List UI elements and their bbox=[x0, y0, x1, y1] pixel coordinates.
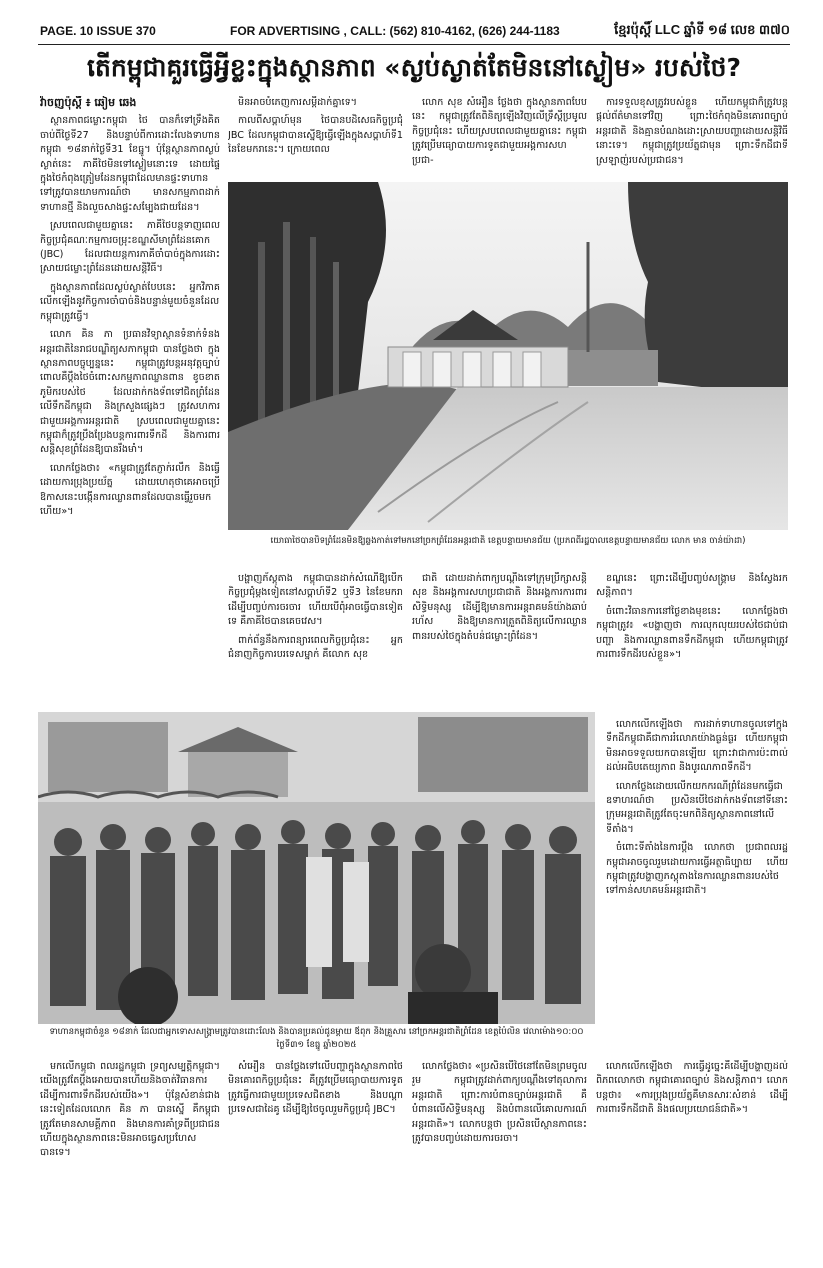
photo2-caption: ទាហានកម្ពុជាចំនួន ១៨នាក់ ដែលជាអ្នកទោសសង្គ្រាមត្រូវបានដោះលែង និងបានប្រគល់ជូនម្តាយ ឪពុក និងគ្រួសារ នៅច្រកអន្តរជាតិព្រំដែន ខេត្តប៉ៃលិន វេលាម៉ោង១០:០០ ថ្ងៃទី៣១ ខែធ្នូ ឆ្នាំ២០២៥ bbox=[49, 1027, 584, 1050]
paragraph: ស្របពេលជាមួយគ្នានេះ ភាគីថៃបន្តទាញពេលកិច្ចប្រជុំគណៈកម្មការចម្រុះខណ្ឌសីមាព្រំដែនគោក (JBC) ដែលជាយន្តការភាគីចាំបាច់ក្នុងការដោះស្រាយជម្លោះព្រំដែនដោយសន្តិវិធី។ bbox=[40, 220, 220, 275]
photo1-caption: យោធាថៃបានបិទព្រំដែនមិនឱ្យឆ្លងកាត់ទៅមកនៅច្រកព្រំដែនអន្តរជាតិ ខេត្តបន្ទាយមានជ័យ (ប្រភពពីរដ្ឋបាលខេត្តបន្ទាយមានជ័យ លោក មាន ចាន់យ៉ាដា) bbox=[270, 536, 746, 546]
article-column-4-mid bbox=[596, 572, 788, 712]
paragraph: លោក សុខ សំអឿន ថ្លែងថា ក្នុងស្ថានភាពបែបនេះ កម្ពុជាត្រូវតែពិនិត្យឡើងវិញលើទ្រឹស្តីប្រមូលកិច្ចប្រជុំនេះ ហើយស្របពេលជាមួយគ្នានេះ កម្ពុជាត្រូវប្រើមធ្យោបាយការទូតជាមួយអង្គការសហប្រជា- bbox=[412, 97, 587, 166]
byline: វ៉ាចញប៉ុស្តិ៍ ៖ ឆៀម ឆេង bbox=[40, 96, 137, 109]
checkpoint-image bbox=[228, 182, 788, 530]
article-title: តើកម្ពុជាគួរធ្វើអ្វីខ្លះក្នុងស្ថានភាព «ស្ងប់ស្ងាត់តែមិននៅស្ងៀម» របស់ថៃ? bbox=[87, 53, 741, 82]
article-column-4-top bbox=[596, 96, 788, 176]
advertising-contact: FOR ADVERTISING , CALL: (562) 810-4162, (626) 244-1183 bbox=[230, 24, 560, 38]
article-column-2-bottom bbox=[228, 1060, 403, 1228]
paragraph: ក្នុងស្ថានភាពដែលស្ងប់ស្ងាត់បែបនេះ អ្នកវិភាគលើកឡើងនូវកិច្ចការចាំបាច់និងបន្ទាន់មួយចំនួនដែលកម្ពុជាត្រូវធ្វើ។ bbox=[40, 281, 220, 322]
article-column-2-mid bbox=[228, 572, 403, 698]
paragraph: មិនអាចបំភេញការសម្តីដាក់គ្នាទេ។ bbox=[238, 97, 357, 108]
handover-image bbox=[38, 712, 595, 1024]
paragraph: បង្ហាញភ័ស្តុតាង កម្ពុជាបានដាក់សំណើឱ្យបើកកិច្ចប្រជុំម្តងទៀតនៅសប្តាហ៍ទី2 ឬទី3 នៃខែមករា ដើម្បីបញ្ចប់ការចរចារ ហើយបើពុំអាចធ្វើបានទៀតទេ គឺភាគីថៃបានគេចវេស។ bbox=[228, 573, 403, 628]
paragraph: ចំពោះវិធានការនៅថ្ងៃខាងមុខនេះ លោកថ្លែងថា កម្ពុជាត្រូវ៖ «បង្ហាញថា ការលុកលុយរបស់ថៃជាប់ជាបញ្ហា និងការឈ្លានពានទឹកដីកម្ពុជា ហើយកម្ពុជាត្រូវការពារទឹកដីរបស់ខ្លួន»។ bbox=[596, 605, 788, 661]
paragraph: លោកថ្លែងថា៖ «កម្ពុជាត្រូវតែភ្ញាក់រលឹក និងធ្វើដោយការប្រុងប្រយ័ត្ន ដោយហេតុថាគេអាចប្រើឱកាសនេះបង្កើនការឈ្លានពានដែលបានធ្វើរួចមកហើយ»។ bbox=[40, 462, 220, 517]
article-column-4-bottom bbox=[596, 1060, 788, 1228]
paragraph: មកលើកម្ពុជា ពលរដ្ឋកម្ពុជា ទ្រព្យសម្បត្តិកម្ពុជា។ យើងត្រូវតែប្តឹងអោយបានហើយនិងចាត់វិធានការ ដើម្បីការពារទឹកដីរបស់យើង»។ ប៉ុន្តែសំខាន់ជាងនេះទៀតដែលលោក គិន ភា បានស្នើ គឺកម្ពុជាត្រូវតែមានសាមគ្គីភាព និងមានការគាំទ្រពីប្រជាជន ហើយក្នុងស្ថានភាពនេះមិនអាចធ្វេសប្រហែសបានទេ។ bbox=[40, 1061, 220, 1159]
article-column-3-mid bbox=[412, 572, 587, 698]
paragraph: លោកថ្លែងដោយលើកយកករណីព្រំដែនមកធ្វើជាឧទាហរណ៍ថា ប្រសិនបើថៃដាក់កងទ័ពនៅទីនោះ ក្រុមអន្តរជាតិត្រូវតែចុះមកពិនិត្យស្ថានភាពនៅលើទីតាំង។ bbox=[606, 780, 788, 835]
article-column-3-bottom bbox=[412, 1060, 587, 1228]
paragraph: ស្ថានភាពជម្លោះកម្ពុជា ថៃ បានក៏ទៅទ្រឹងគិតចាប់ពីថ្ងៃទី27 និងបន្ទាប់ពីការដោះលែងទាហានកម្ពុជា ១៨នាក់ថ្ងៃទី31 ខែធ្នូ។ ប៉ុន្តែស្ថានភាពស្ងប់ស្ងាត់នេះ ភាគីថៃមិនទៅស្ងៀមនោះទេ ដោយផ្ទៃក្នុងថៃកំពុងត្រៀមដែនកម្ពុជាដែលមានផ្ទះទាហានទៅត្រូវបានយាមការណ៍ថា មានសកម្មភាពដាក់ទាហានថ្មី និងលួចសាងផ្ទះសម្បែងជាយដែន។ bbox=[40, 115, 220, 213]
article-column-3-top bbox=[412, 96, 587, 176]
paragraph: លោកថ្លែងថា៖ «ប្រសិនបើថៃនៅតែមិនព្រមចូលរួម កម្ពុជាត្រូវដាក់ពាក្យបណ្តឹងទៅតុលាការអន្តរជាតិ ព្រោះការបំពានច្បាប់អន្តរជាតិ គឺបំពានលើសិទ្ធិមនុស្ស និងបំពានលើគោលការណ៍អន្តរជាតិ»។ លោកបន្តថា ប្រសិនបើស្ថានភាពនេះត្រូវបានបញ្ចប់ដោយការចរចា។ bbox=[412, 1061, 587, 1145]
masthead: ខ្មែរប៉ុស្តិ៍ LLC ឆ្នាំទី ១៨ លេខ ៣៧០ bbox=[614, 22, 790, 37]
paragraph: កាលពីសប្តាហ៍មុន ថៃបានបដិសេធកិច្ចប្រជុំ JBC ដែលកម្ពុជាបានស្នើឱ្យធ្វើឡើងក្នុងសប្តាហ៍ទី1 នៃខែមករានេះ។ ក្រោយពេល bbox=[228, 115, 403, 156]
article-column-4-lower bbox=[606, 718, 788, 1058]
paragraph: ខណ្ឌនេះ ព្រោះដើម្បីបញ្ចប់សង្គ្រាម និងស្វែងរកសន្តិភាព។ bbox=[596, 573, 788, 599]
paragraph: ចំពោះទីតាំងនៃការប្តឹង លោកថា ប្រជាពលរដ្ឋកម្ពុជាអាចចូលរួមដោយការធ្វើអត្ថាធិប្បាយ ហើយកម្ពុជាត្រូវបង្ហាញភស្តុតាងនៃការឈ្លានពានរបស់ថៃទៅកាន់សហគមន៍អន្តរជាតិ។ bbox=[606, 842, 788, 897]
paragraph: សំអឿន បានថ្លែងទៅលើបញ្ហាក្នុងស្ថានភាពថៃមិនគោរពកិច្ចប្រជុំនេះ គឺត្រូវប្រើមធ្យោបាយការទូត ត្រូវធ្វើការជាមួយប្រទេសជិតខាង និងបណ្តាប្រទេសជាដៃគូ ដើម្បីឱ្យថៃចូលរួមកិច្ចប្រជុំ JBC។ bbox=[228, 1061, 403, 1116]
paragraph: ជាតិ ដោយដាក់ពាក្យបណ្តឹងទៅក្រុមប្រឹក្សាសន្តិសុខ និងអង្គការសហប្រជាជាតិ និងអង្គការការពារសិទ្ធិមនុស្ស ដើម្បីឱ្យមានការអន្តរាគមន៍យ៉ាងឆាប់រហ័ស និងឱ្យមានការត្រួតពិនិត្យលើការឈ្លានពានរបស់ថៃក្នុងតំបន់ជម្លោះព្រំដែន។ bbox=[412, 573, 587, 642]
paragraph: ការទទួលខុសត្រូវរបស់ខ្លួន ហើយកម្ពុជាក៏ត្រូវបន្តផ្តល់ព័ត៌មានទៅវិញ ព្រោះថៃកំពុងមិនគោរពច្បាប់អន្តរជាតិ និងគ្មានបំណងដោះស្រាយបញ្ហាដោយសន្តិវិធីនោះទេ។ កម្ពុជាត្រូវប្រយ័ត្នជាមុន ព្រោះទឹកដីជាទីស្រឡាញ់របស់ប្រជាជន។ bbox=[596, 97, 788, 166]
header-divider bbox=[38, 44, 790, 45]
photo-soldiers-handover bbox=[38, 712, 595, 1024]
paragraph: លោកលើកឡើងថា ការដាក់ទាហានចូលទៅក្នុងទឹកដីកម្ពុជាគឺជាការរំលោភយ៉ាងធ្ងន់ធ្ងរ ហើយកម្ពុជាមិនអាចទទួលយកបានឡើយ ព្រោះវាជាការប៉ះពាល់ដល់អធិបតេយ្យភាព និងបូរណភាពទឹកដី។ bbox=[606, 719, 788, 774]
page-header bbox=[40, 20, 790, 42]
paragraph: លោកលើកឡើងថា ការធ្វើដូច្នេះគឺដើម្បីបង្ហាញដល់ពិភពលោកថា កម្ពុជាគោរពច្បាប់ និងសន្តិភាព។ លោកបន្តថា៖ «ការប្រុងប្រយ័ត្នគឺមានសារៈសំខាន់ ដើម្បីការពារទឹកដីជាតិ និងផលប្រយោជន៍ជាតិ»។ bbox=[596, 1061, 788, 1116]
article-column-1-bottom bbox=[40, 1060, 220, 1228]
article-column-2-top bbox=[228, 96, 403, 176]
paragraph: ពាក់ព័ន្ធនឹងការពន្យារពេលកិច្ចប្រជុំនេះ អ្នកជំនាញកិច្ចការបរទេសម្នាក់ គឺលោក សុខ bbox=[228, 634, 403, 661]
article-column-1 bbox=[40, 96, 220, 694]
photo-border-checkpoint bbox=[228, 182, 788, 530]
page-issue: PAGE. 10 ISSUE 370 bbox=[40, 24, 156, 38]
paragraph: លោក គិន ភា ប្រធានវិទ្យាស្ថានទំនាក់ទំនងអន្តរជាតិនៃរាជបណ្ឌិត្យសភាកម្ពុជា បានថ្លែងថា ក្នុងស្ថានភាពបច្ចុប្បន្ននេះ កម្ពុជាត្រូវបន្តអនុវត្តច្បាប់ ពោលគឺប្តឹងថៃចំពោះសកម្មភាពឈ្លានពាន ខូចខាតភូមិករបស់ថៃ ដែលដាក់កងទ័ពទៅជិតព្រំដែនលើទឹកដីកម្ពុជា និងក្រសួងផ្សេងៗ ត្រូវសហការជាមួយអង្គការអន្តរជាតិ ស្របពេលជាមួយគ្នានេះ កម្ពុជាក៏ត្រូវប្រឹងប្រែងបន្តការពារទឹកដី និងការពារសន្តិសុខព្រំដែនឱ្យបានរឹងមាំ។ bbox=[40, 329, 220, 456]
